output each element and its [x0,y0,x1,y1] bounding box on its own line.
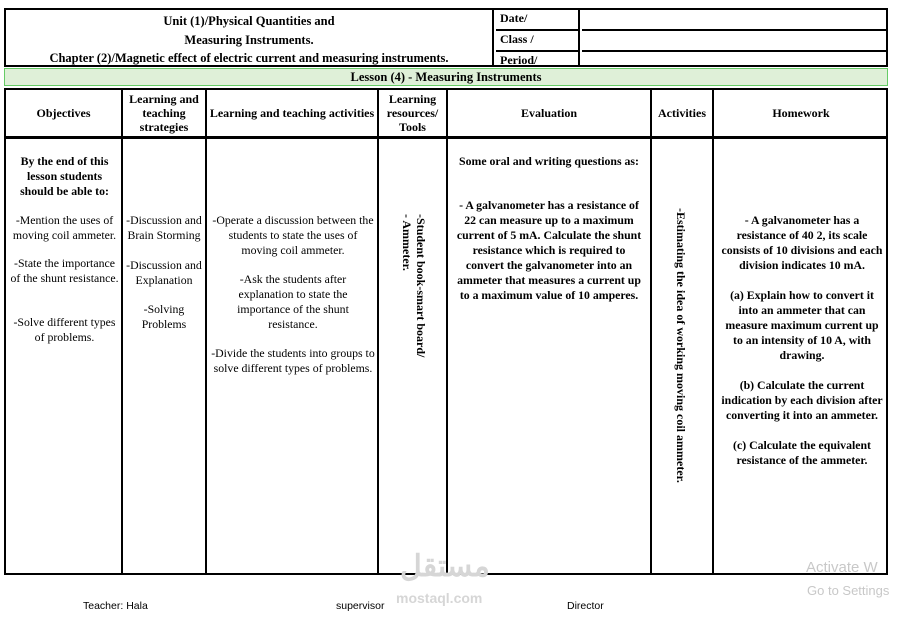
homework-part-b: (b) Calculate the current indication by each division after converting it into an ammeter. [721,378,883,422]
teaching-activity-item: -Ask the students after explanation to state the importance of the shunt resistance. [237,272,349,331]
col-divider [650,90,652,573]
meta-values [582,10,886,67]
resource-line-1: -Student book-smart board/ [414,214,428,358]
header-homework: Homework [772,106,830,120]
header-resources: Learning resources/ Tools [386,92,439,134]
col-divider [377,90,379,573]
homework-intro: - A galvanometer has a resistance of 40 2, its scale consists of 10 divisions and each division indicates 10 mA. [721,213,883,272]
col-divider [712,90,714,573]
teacher-signature: Teacher: Hala [83,600,148,612]
meta-labels [496,10,580,67]
objective-item: -Mention the uses of moving coil ammeter. [12,213,117,242]
objectives-cell [10,154,119,345]
class-value [582,31,886,52]
evaluation-question: - A galvanometer has a resistance of 22 can measure up to a maximum current of 5 mA. Calculate the shunt resistance which is required to convert the galvanometer into an ammeter that measures a current up to a maximum value of 10 amperes. [456,198,642,302]
evaluation-intro: Some oral and writing questions as: [459,154,639,168]
strategy-item: -Solving Problems [141,302,187,331]
header-evaluation: Evaluation [520,106,577,120]
lesson-title: Lesson (4) - Measuring Instruments [4,68,888,86]
col-divider [205,90,207,573]
supervisor-signature: supervisor [336,600,385,612]
evaluation-cell [454,154,644,303]
watermark-arabic: مستقل [400,550,490,583]
activity-cell: -Estimating the idea of working moving coil ammeter. [674,208,688,483]
teaching-activity-item: -Divide the students into groups to solve different types of problems. [211,346,375,375]
watermark-latin: mostaql.com [396,590,483,606]
col-divider [121,90,123,573]
strategy-item: -Discussion and Explanation [126,258,202,287]
objective-item: -Solve different types of problems. [13,315,116,344]
teaching-activities-cell [211,213,375,376]
unit-title [6,10,494,67]
strategy-item: -Discussion and Brain Storming [126,213,202,242]
period-value [582,52,886,69]
strategies-cell [125,213,203,332]
homework-part-a: (a) Explain how to convert it into an ammeter that can measure maximum current up to an intensity of 10 A, with drawing. [725,288,879,362]
date-label: Date/ [496,10,578,31]
resource-line-2: - Ammeter. [400,214,414,271]
resources-cell [400,214,428,474]
teaching-activity-item: -Operate a discussion between the students to state the uses of moving coil ammeter. [212,213,374,257]
unit-line-1: Unit (1)/Physical Quantities and [163,14,335,28]
header-row-divider [6,136,886,139]
header-strategies: Learning and teaching strategies [129,92,199,134]
chapter-line: Chapter (2)/Magnetic effect of electric current and measuring instruments. [49,51,449,65]
header-teaching-activities: Learning and teaching activities [209,106,375,120]
date-value [582,10,886,31]
activate-windows-title: Activate W [806,559,878,576]
lesson-header [4,8,888,67]
period-label: Period/ [500,53,538,67]
unit-line-2: Measuring Instruments. [184,32,314,47]
class-label: Class / [496,31,578,52]
activate-windows-hint: Go to Settings [807,583,890,598]
objectives-intro: By the end of this lesson students should be able to: [20,154,109,198]
col-divider [446,90,448,573]
homework-cell [720,213,884,468]
header-objectives: Objectives [36,106,91,120]
director-signature: Director [567,600,604,612]
objective-item: -State the importance of the shunt resistance. [10,256,119,285]
lesson-plan-table [4,88,888,575]
header-activities: Activities [658,106,706,120]
homework-part-c: (c) Calculate the equivalent resistance of the ammeter. [733,438,871,467]
